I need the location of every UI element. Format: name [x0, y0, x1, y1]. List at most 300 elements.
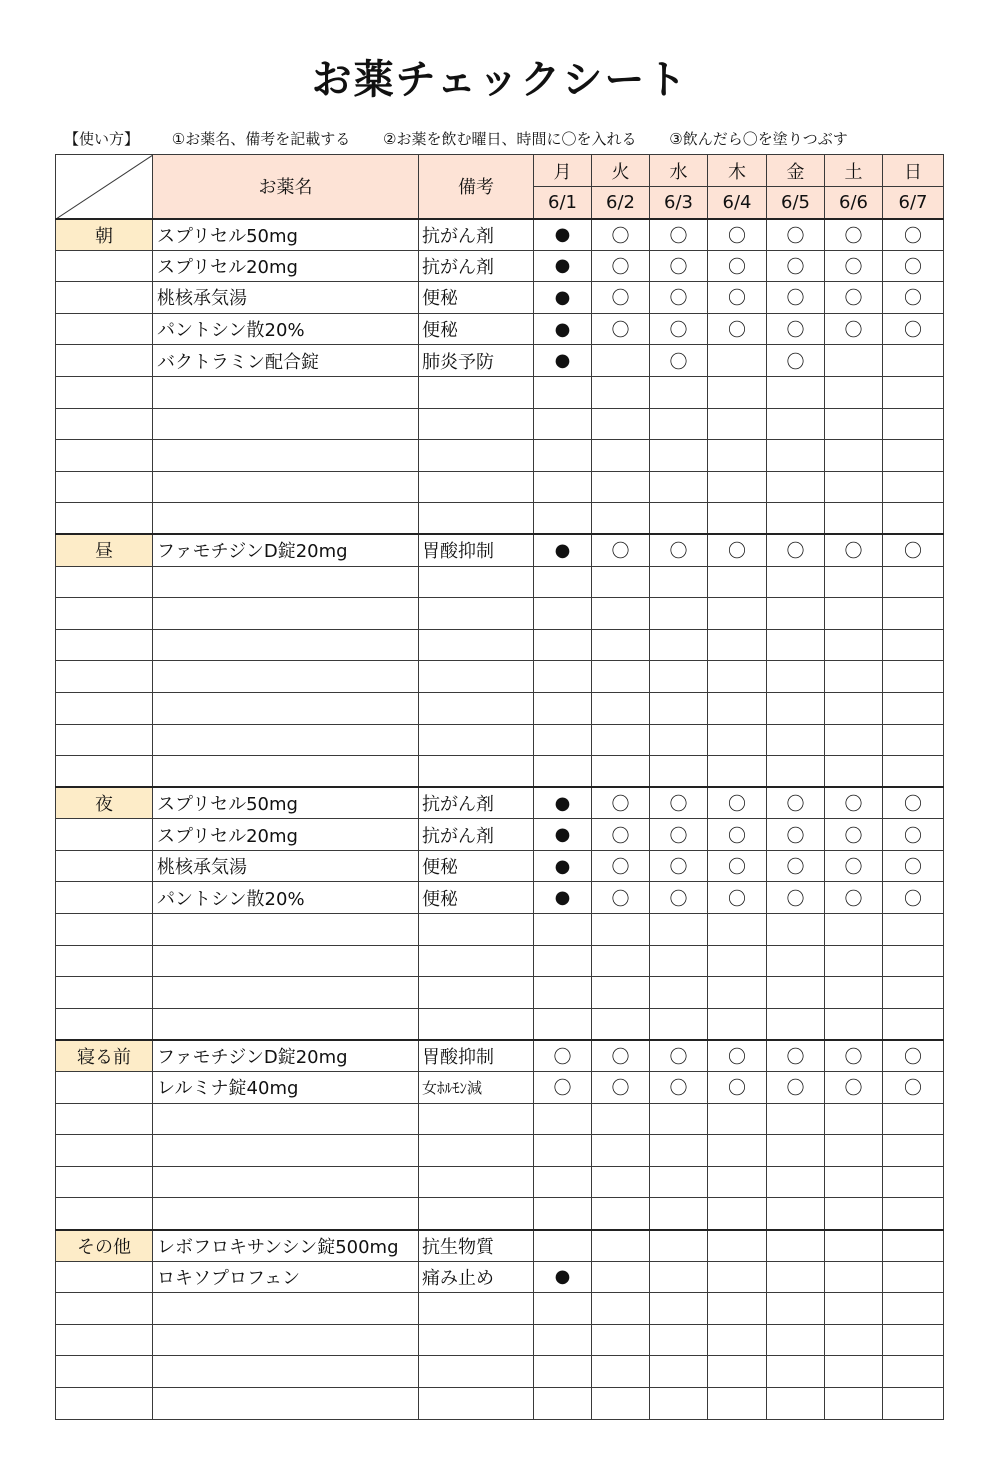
dose-check-cell[interactable]	[592, 1324, 650, 1356]
dose-check-cell[interactable]	[650, 1261, 708, 1293]
dose-check-cell[interactable]	[650, 408, 708, 440]
dose-check-cell[interactable]	[534, 1166, 592, 1198]
medicine-name-cell[interactable]	[153, 598, 419, 630]
note-cell[interactable]	[419, 376, 534, 408]
medicine-name-cell[interactable]	[153, 692, 419, 724]
note-cell[interactable]: 胃酸抑制	[419, 1040, 534, 1072]
dose-check-cell[interactable]: 〇	[650, 219, 708, 251]
dose-check-cell[interactable]	[708, 692, 767, 724]
dose-check-cell[interactable]: 〇	[883, 534, 944, 566]
dose-check-cell[interactable]	[825, 408, 883, 440]
dose-check-cell[interactable]: 〇	[767, 534, 825, 566]
dose-check-cell[interactable]	[767, 692, 825, 724]
dose-check-cell[interactable]	[883, 471, 944, 503]
dose-check-cell[interactable]	[767, 471, 825, 503]
dose-check-cell[interactable]	[767, 1135, 825, 1167]
note-cell[interactable]	[419, 1293, 534, 1325]
dose-check-cell[interactable]	[883, 345, 944, 377]
dose-check-cell[interactable]	[883, 376, 944, 408]
dose-check-cell[interactable]	[592, 629, 650, 661]
note-cell[interactable]	[419, 977, 534, 1009]
dose-check-cell[interactable]	[650, 629, 708, 661]
medicine-name-cell[interactable]	[153, 471, 419, 503]
dose-check-cell[interactable]	[708, 345, 767, 377]
dose-check-cell[interactable]	[534, 692, 592, 724]
dose-check-cell[interactable]	[650, 1008, 708, 1040]
dose-check-cell[interactable]	[534, 503, 592, 535]
dose-check-cell[interactable]	[767, 1103, 825, 1135]
dose-check-cell[interactable]	[825, 1198, 883, 1230]
dose-check-cell[interactable]: ●	[534, 534, 592, 566]
dose-check-cell[interactable]	[708, 1198, 767, 1230]
dose-check-cell[interactable]	[650, 1324, 708, 1356]
dose-check-cell[interactable]: ●	[534, 250, 592, 282]
dose-check-cell[interactable]	[767, 1387, 825, 1419]
medicine-name-cell[interactable]	[153, 503, 419, 535]
dose-check-cell[interactable]	[534, 1356, 592, 1388]
dose-check-cell[interactable]	[534, 1008, 592, 1040]
medicine-name-cell[interactable]	[153, 440, 419, 472]
dose-check-cell[interactable]: 〇	[825, 282, 883, 314]
dose-check-cell[interactable]	[650, 566, 708, 598]
dose-check-cell[interactable]: 〇	[883, 219, 944, 251]
dose-check-cell[interactable]: ●	[534, 882, 592, 914]
dose-check-cell[interactable]	[883, 1166, 944, 1198]
dose-check-cell[interactable]: 〇	[767, 850, 825, 882]
dose-check-cell[interactable]: 〇	[767, 219, 825, 251]
dose-check-cell[interactable]	[534, 1103, 592, 1135]
dose-check-cell[interactable]: 〇	[825, 313, 883, 345]
dose-check-cell[interactable]	[825, 1324, 883, 1356]
dose-check-cell[interactable]: 〇	[883, 282, 944, 314]
dose-check-cell[interactable]	[592, 756, 650, 788]
dose-check-cell[interactable]: 〇	[592, 1040, 650, 1072]
note-cell[interactable]	[419, 914, 534, 946]
note-cell[interactable]	[419, 661, 534, 693]
medicine-name-cell[interactable]	[153, 566, 419, 598]
dose-check-cell[interactable]: 〇	[767, 282, 825, 314]
dose-check-cell[interactable]	[650, 598, 708, 630]
dose-check-cell[interactable]: 〇	[650, 250, 708, 282]
dose-check-cell[interactable]: 〇	[592, 850, 650, 882]
dose-check-cell[interactable]	[592, 1387, 650, 1419]
dose-check-cell[interactable]	[825, 724, 883, 756]
note-cell[interactable]: 胃酸抑制	[419, 534, 534, 566]
dose-check-cell[interactable]	[592, 692, 650, 724]
dose-check-cell[interactable]	[592, 440, 650, 472]
dose-check-cell[interactable]	[650, 376, 708, 408]
dose-check-cell[interactable]	[767, 566, 825, 598]
note-cell[interactable]: 肺炎予防	[419, 345, 534, 377]
medicine-name-cell[interactable]	[153, 914, 419, 946]
dose-check-cell[interactable]	[767, 1356, 825, 1388]
dose-check-cell[interactable]	[767, 977, 825, 1009]
note-cell[interactable]: 抗がん剤	[419, 819, 534, 851]
dose-check-cell[interactable]	[883, 440, 944, 472]
dose-check-cell[interactable]	[650, 503, 708, 535]
dose-check-cell[interactable]	[767, 1166, 825, 1198]
dose-check-cell[interactable]: 〇	[708, 1072, 767, 1104]
dose-check-cell[interactable]	[592, 1198, 650, 1230]
dose-check-cell[interactable]: 〇	[592, 219, 650, 251]
note-cell[interactable]: 便秘	[419, 850, 534, 882]
dose-check-cell[interactable]	[534, 566, 592, 598]
dose-check-cell[interactable]	[767, 440, 825, 472]
dose-check-cell[interactable]	[708, 1008, 767, 1040]
dose-check-cell[interactable]	[650, 1293, 708, 1325]
dose-check-cell[interactable]	[650, 661, 708, 693]
dose-check-cell[interactable]	[825, 692, 883, 724]
dose-check-cell[interactable]	[708, 566, 767, 598]
note-cell[interactable]: 便秘	[419, 313, 534, 345]
dose-check-cell[interactable]: 〇	[650, 882, 708, 914]
dose-check-cell[interactable]	[883, 1261, 944, 1293]
dose-check-cell[interactable]: 〇	[767, 1040, 825, 1072]
note-cell[interactable]	[419, 629, 534, 661]
dose-check-cell[interactable]	[592, 408, 650, 440]
medicine-name-cell[interactable]: スプリセル20mg	[153, 250, 419, 282]
dose-check-cell[interactable]	[534, 598, 592, 630]
dose-check-cell[interactable]	[592, 503, 650, 535]
note-cell[interactable]	[419, 756, 534, 788]
dose-check-cell[interactable]: ●	[534, 819, 592, 851]
dose-check-cell[interactable]	[650, 692, 708, 724]
dose-check-cell[interactable]	[534, 471, 592, 503]
dose-check-cell[interactable]	[883, 1198, 944, 1230]
note-cell[interactable]: 痛み止め	[419, 1261, 534, 1293]
dose-check-cell[interactable]: 〇	[592, 534, 650, 566]
dose-check-cell[interactable]	[883, 692, 944, 724]
note-cell[interactable]	[419, 1198, 534, 1230]
dose-check-cell[interactable]: 〇	[650, 1040, 708, 1072]
dose-check-cell[interactable]	[534, 1135, 592, 1167]
dose-check-cell[interactable]: 〇	[883, 250, 944, 282]
dose-check-cell[interactable]	[534, 1198, 592, 1230]
dose-check-cell[interactable]: ●	[534, 219, 592, 251]
dose-check-cell[interactable]	[825, 914, 883, 946]
note-cell[interactable]	[419, 1324, 534, 1356]
dose-check-cell[interactable]: 〇	[592, 282, 650, 314]
dose-check-cell[interactable]	[534, 914, 592, 946]
dose-check-cell[interactable]	[825, 566, 883, 598]
dose-check-cell[interactable]: ●	[534, 1261, 592, 1293]
dose-check-cell[interactable]	[592, 914, 650, 946]
dose-check-cell[interactable]	[883, 1103, 944, 1135]
dose-check-cell[interactable]: 〇	[650, 850, 708, 882]
dose-check-cell[interactable]	[650, 977, 708, 1009]
dose-check-cell[interactable]	[534, 629, 592, 661]
medicine-name-cell[interactable]	[153, 945, 419, 977]
dose-check-cell[interactable]: 〇	[708, 219, 767, 251]
dose-check-cell[interactable]	[650, 1230, 708, 1262]
dose-check-cell[interactable]	[592, 1356, 650, 1388]
dose-check-cell[interactable]: 〇	[708, 534, 767, 566]
dose-check-cell[interactable]	[708, 503, 767, 535]
dose-check-cell[interactable]	[825, 977, 883, 1009]
note-cell[interactable]	[419, 1008, 534, 1040]
dose-check-cell[interactable]	[825, 503, 883, 535]
dose-check-cell[interactable]	[767, 408, 825, 440]
dose-check-cell[interactable]	[708, 724, 767, 756]
dose-check-cell[interactable]: 〇	[708, 787, 767, 819]
dose-check-cell[interactable]	[708, 1324, 767, 1356]
dose-check-cell[interactable]	[708, 1356, 767, 1388]
medicine-name-cell[interactable]: スプリセル20mg	[153, 819, 419, 851]
dose-check-cell[interactable]: 〇	[708, 250, 767, 282]
dose-check-cell[interactable]	[592, 661, 650, 693]
dose-check-cell[interactable]: 〇	[825, 1072, 883, 1104]
dose-check-cell[interactable]	[534, 408, 592, 440]
dose-check-cell[interactable]	[708, 629, 767, 661]
dose-check-cell[interactable]: 〇	[767, 313, 825, 345]
dose-check-cell[interactable]	[825, 376, 883, 408]
dose-check-cell[interactable]: 〇	[825, 819, 883, 851]
note-cell[interactable]	[419, 566, 534, 598]
dose-check-cell[interactable]: ●	[534, 282, 592, 314]
dose-check-cell[interactable]	[708, 1387, 767, 1419]
medicine-name-cell[interactable]: パントシン散20%	[153, 313, 419, 345]
dose-check-cell[interactable]	[767, 1230, 825, 1262]
medicine-name-cell[interactable]: 桃核承気湯	[153, 282, 419, 314]
note-cell[interactable]	[419, 408, 534, 440]
note-cell[interactable]: 抗がん剤	[419, 250, 534, 282]
medicine-name-cell[interactable]	[153, 629, 419, 661]
dose-check-cell[interactable]	[883, 945, 944, 977]
dose-check-cell[interactable]: 〇	[767, 819, 825, 851]
dose-check-cell[interactable]	[825, 1135, 883, 1167]
note-cell[interactable]	[419, 945, 534, 977]
medicine-name-cell[interactable]: ファモチジンD錠20mg	[153, 1040, 419, 1072]
dose-check-cell[interactable]: 〇	[883, 1072, 944, 1104]
dose-check-cell[interactable]	[650, 1103, 708, 1135]
dose-check-cell[interactable]	[534, 1293, 592, 1325]
medicine-name-cell[interactable]	[153, 1166, 419, 1198]
dose-check-cell[interactable]: ●	[534, 850, 592, 882]
dose-check-cell[interactable]	[650, 471, 708, 503]
dose-check-cell[interactable]: 〇	[825, 219, 883, 251]
dose-check-cell[interactable]	[825, 1103, 883, 1135]
dose-check-cell[interactable]	[708, 914, 767, 946]
dose-check-cell[interactable]	[883, 1135, 944, 1167]
dose-check-cell[interactable]	[534, 756, 592, 788]
dose-check-cell[interactable]	[883, 503, 944, 535]
dose-check-cell[interactable]	[825, 471, 883, 503]
dose-check-cell[interactable]	[592, 945, 650, 977]
medicine-name-cell[interactable]: スプリセル50mg	[153, 219, 419, 251]
dose-check-cell[interactable]	[883, 629, 944, 661]
dose-check-cell[interactable]	[534, 661, 592, 693]
medicine-name-cell[interactable]: レルミナ錠40mg	[153, 1072, 419, 1104]
note-cell[interactable]	[419, 692, 534, 724]
dose-check-cell[interactable]	[767, 1008, 825, 1040]
dose-check-cell[interactable]	[592, 1261, 650, 1293]
dose-check-cell[interactable]	[883, 977, 944, 1009]
dose-check-cell[interactable]	[767, 1324, 825, 1356]
dose-check-cell[interactable]	[825, 1261, 883, 1293]
dose-check-cell[interactable]	[883, 661, 944, 693]
dose-check-cell[interactable]	[825, 440, 883, 472]
dose-check-cell[interactable]	[650, 1135, 708, 1167]
dose-check-cell[interactable]: 〇	[825, 1040, 883, 1072]
medicine-name-cell[interactable]: バクトラミン配合錠	[153, 345, 419, 377]
dose-check-cell[interactable]	[825, 756, 883, 788]
dose-check-cell[interactable]	[825, 1166, 883, 1198]
note-cell[interactable]: 便秘	[419, 282, 534, 314]
dose-check-cell[interactable]: 〇	[592, 313, 650, 345]
dose-check-cell[interactable]	[708, 977, 767, 1009]
dose-check-cell[interactable]	[592, 1293, 650, 1325]
dose-check-cell[interactable]	[767, 598, 825, 630]
dose-check-cell[interactable]: 〇	[825, 534, 883, 566]
medicine-name-cell[interactable]	[153, 408, 419, 440]
dose-check-cell[interactable]	[592, 566, 650, 598]
dose-check-cell[interactable]	[708, 1103, 767, 1135]
dose-check-cell[interactable]	[708, 1261, 767, 1293]
dose-check-cell[interactable]	[825, 945, 883, 977]
dose-check-cell[interactable]	[708, 661, 767, 693]
dose-check-cell[interactable]	[767, 661, 825, 693]
dose-check-cell[interactable]	[883, 724, 944, 756]
dose-check-cell[interactable]: 〇	[825, 850, 883, 882]
dose-check-cell[interactable]	[534, 440, 592, 472]
dose-check-cell[interactable]: 〇	[650, 819, 708, 851]
dose-check-cell[interactable]	[883, 1356, 944, 1388]
dose-check-cell[interactable]: 〇	[767, 787, 825, 819]
note-cell[interactable]: 便秘	[419, 882, 534, 914]
dose-check-cell[interactable]	[767, 756, 825, 788]
dose-check-cell[interactable]	[708, 756, 767, 788]
dose-check-cell[interactable]	[650, 724, 708, 756]
note-cell[interactable]	[419, 1135, 534, 1167]
medicine-name-cell[interactable]	[153, 1324, 419, 1356]
dose-check-cell[interactable]: 〇	[825, 250, 883, 282]
dose-check-cell[interactable]	[534, 376, 592, 408]
dose-check-cell[interactable]	[650, 1198, 708, 1230]
dose-check-cell[interactable]	[592, 376, 650, 408]
dose-check-cell[interactable]: 〇	[708, 850, 767, 882]
medicine-name-cell[interactable]	[153, 756, 419, 788]
dose-check-cell[interactable]	[767, 1293, 825, 1325]
dose-check-cell[interactable]	[825, 1356, 883, 1388]
dose-check-cell[interactable]: ●	[534, 345, 592, 377]
dose-check-cell[interactable]	[534, 977, 592, 1009]
dose-check-cell[interactable]: 〇	[650, 282, 708, 314]
note-cell[interactable]: 女ﾎﾙﾓﾝ減	[419, 1072, 534, 1104]
dose-check-cell[interactable]	[534, 1387, 592, 1419]
dose-check-cell[interactable]: 〇	[650, 313, 708, 345]
dose-check-cell[interactable]	[708, 1230, 767, 1262]
dose-check-cell[interactable]: 〇	[825, 787, 883, 819]
dose-check-cell[interactable]: 〇	[767, 345, 825, 377]
dose-check-cell[interactable]	[534, 724, 592, 756]
dose-check-cell[interactable]	[767, 724, 825, 756]
dose-check-cell[interactable]: ●	[534, 787, 592, 819]
dose-check-cell[interactable]	[708, 408, 767, 440]
dose-check-cell[interactable]	[883, 914, 944, 946]
medicine-name-cell[interactable]	[153, 661, 419, 693]
dose-check-cell[interactable]	[767, 914, 825, 946]
dose-check-cell[interactable]: 〇	[592, 787, 650, 819]
dose-check-cell[interactable]	[883, 1293, 944, 1325]
medicine-name-cell[interactable]: パントシン散20%	[153, 882, 419, 914]
dose-check-cell[interactable]: 〇	[883, 1040, 944, 1072]
dose-check-cell[interactable]: 〇	[650, 534, 708, 566]
dose-check-cell[interactable]	[650, 756, 708, 788]
dose-check-cell[interactable]	[883, 1387, 944, 1419]
dose-check-cell[interactable]	[708, 376, 767, 408]
dose-check-cell[interactable]	[883, 1324, 944, 1356]
dose-check-cell[interactable]: 〇	[534, 1040, 592, 1072]
dose-check-cell[interactable]	[883, 598, 944, 630]
dose-check-cell[interactable]	[708, 598, 767, 630]
dose-check-cell[interactable]	[883, 408, 944, 440]
dose-check-cell[interactable]: 〇	[708, 313, 767, 345]
dose-check-cell[interactable]	[592, 977, 650, 1009]
dose-check-cell[interactable]: 〇	[883, 850, 944, 882]
note-cell[interactable]: 抗がん剤	[419, 219, 534, 251]
dose-check-cell[interactable]	[825, 1230, 883, 1262]
dose-check-cell[interactable]: 〇	[883, 882, 944, 914]
dose-check-cell[interactable]	[825, 1293, 883, 1325]
dose-check-cell[interactable]: ●	[534, 313, 592, 345]
dose-check-cell[interactable]	[825, 661, 883, 693]
medicine-name-cell[interactable]	[153, 376, 419, 408]
dose-check-cell[interactable]	[883, 1230, 944, 1262]
dose-check-cell[interactable]	[708, 1166, 767, 1198]
medicine-name-cell[interactable]	[153, 1293, 419, 1325]
note-cell[interactable]	[419, 1103, 534, 1135]
dose-check-cell[interactable]	[708, 945, 767, 977]
dose-check-cell[interactable]	[534, 1324, 592, 1356]
dose-check-cell[interactable]	[825, 1387, 883, 1419]
note-cell[interactable]	[419, 471, 534, 503]
dose-check-cell[interactable]: 〇	[534, 1072, 592, 1104]
dose-check-cell[interactable]	[883, 756, 944, 788]
note-cell[interactable]	[419, 1166, 534, 1198]
dose-check-cell[interactable]	[767, 503, 825, 535]
dose-check-cell[interactable]	[534, 945, 592, 977]
note-cell[interactable]	[419, 724, 534, 756]
medicine-name-cell[interactable]: ロキソプロフェン	[153, 1261, 419, 1293]
dose-check-cell[interactable]: 〇	[708, 282, 767, 314]
dose-check-cell[interactable]: 〇	[650, 1072, 708, 1104]
dose-check-cell[interactable]: 〇	[883, 313, 944, 345]
dose-check-cell[interactable]	[650, 945, 708, 977]
note-cell[interactable]	[419, 1387, 534, 1419]
note-cell[interactable]	[419, 440, 534, 472]
medicine-name-cell[interactable]: レボフロキサンシン錠500mg	[153, 1230, 419, 1262]
dose-check-cell[interactable]	[825, 598, 883, 630]
dose-check-cell[interactable]	[650, 440, 708, 472]
dose-check-cell[interactable]	[592, 1103, 650, 1135]
medicine-name-cell[interactable]	[153, 1103, 419, 1135]
note-cell[interactable]: 抗がん剤	[419, 787, 534, 819]
medicine-name-cell[interactable]	[153, 977, 419, 1009]
dose-check-cell[interactable]	[825, 345, 883, 377]
dose-check-cell[interactable]	[825, 629, 883, 661]
medicine-name-cell[interactable]	[153, 1356, 419, 1388]
dose-check-cell[interactable]: 〇	[708, 882, 767, 914]
dose-check-cell[interactable]	[708, 440, 767, 472]
dose-check-cell[interactable]	[825, 1008, 883, 1040]
dose-check-cell[interactable]	[708, 1293, 767, 1325]
medicine-name-cell[interactable]	[153, 1135, 419, 1167]
dose-check-cell[interactable]: 〇	[767, 250, 825, 282]
note-cell[interactable]	[419, 503, 534, 535]
dose-check-cell[interactable]: 〇	[592, 250, 650, 282]
dose-check-cell[interactable]	[883, 1008, 944, 1040]
dose-check-cell[interactable]: 〇	[883, 819, 944, 851]
